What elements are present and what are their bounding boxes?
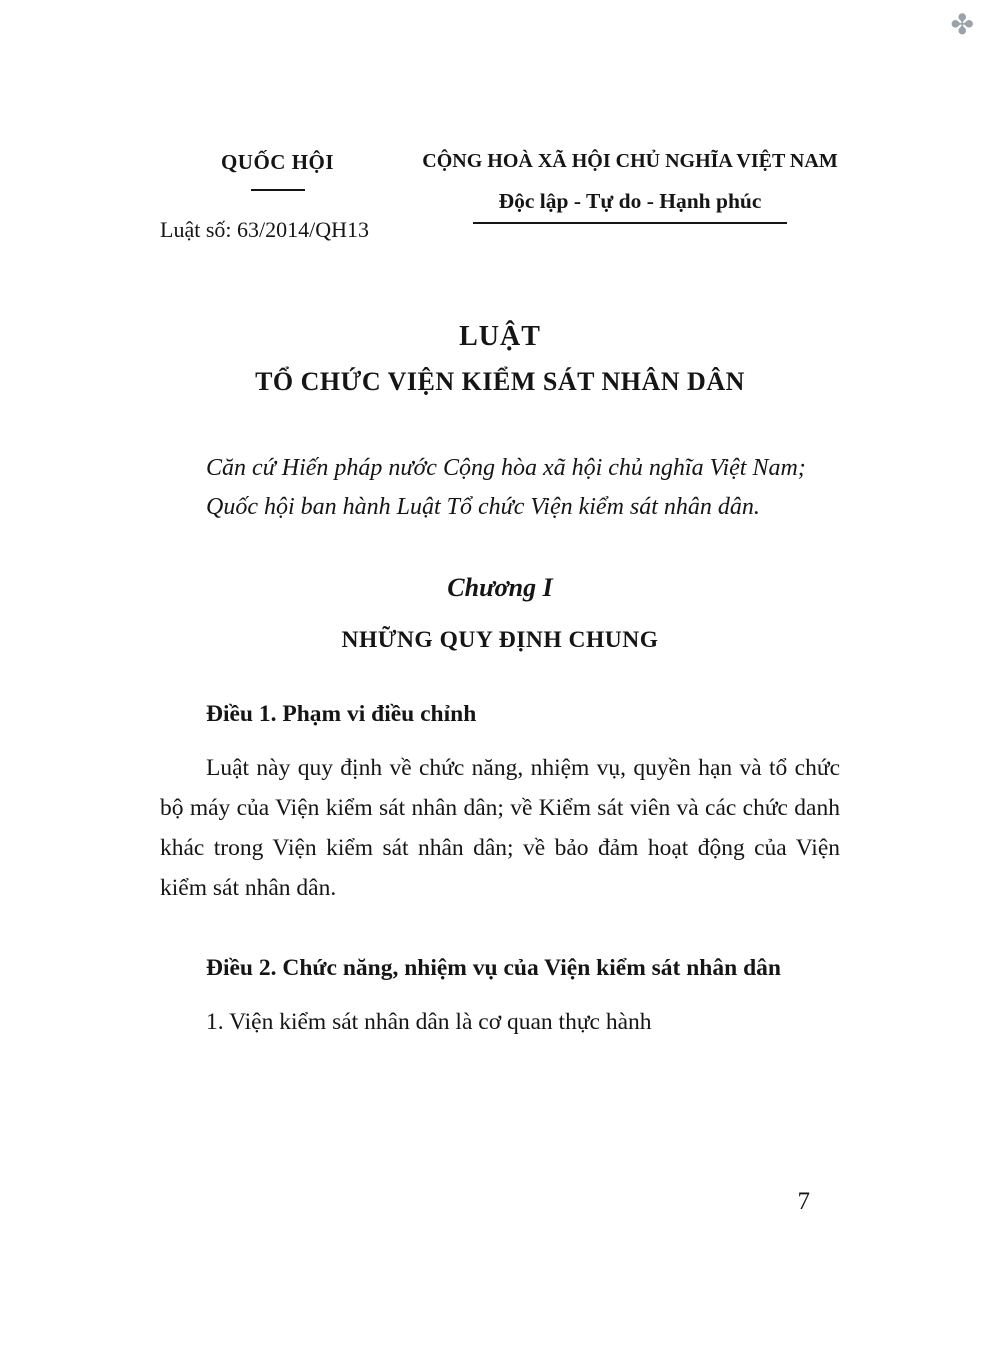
issuing-org-name: QUỐC HỘI [220, 150, 335, 174]
article-1-body: Luật này quy định về chức năng, nhiệm vụ, quyền hạn và tổ chức bộ máy của Viện kiểm sát nhân dân; về Kiểm sát viên và các chức danh khác trong Viện kiểm sát nhân dân; về bảo đảm hoạt động của Viện kiểm sát nhân dân. [160, 755, 840, 901]
preamble-paragraph-2: Quốc hội ban hành Luật Tổ chức Viện kiểm sát nhân dân. [206, 494, 760, 520]
page-content [160, 150, 840, 1042]
org-underline-rule [251, 189, 305, 191]
flower-ornament-icon: ✤ [950, 10, 974, 41]
page-number: 7 [797, 1188, 810, 1215]
national-motto: Độc lập - Tự do - Hạnh phúc [498, 189, 762, 213]
document-header [160, 150, 840, 243]
header-national-motto [420, 150, 840, 224]
document-title-line1: LUẬT [459, 321, 541, 352]
preamble [160, 449, 840, 527]
chapter-title: NHỮNG QUY ĐỊNH CHUNG [341, 627, 659, 653]
document-title-line2: TỔ CHỨC VIỆN KIỂM SÁT NHÂN DÂN [255, 367, 745, 396]
chapter-heading [160, 573, 840, 654]
header-issuing-body [160, 150, 395, 243]
article-1-heading: Điều 1. Phạm vi điều chỉnh [206, 701, 477, 727]
chapter-number: Chương I [447, 573, 553, 602]
article-2-body: 1. Viện kiểm sát nhân dân là cơ quan thực hành [206, 1009, 652, 1035]
motto-underline-rule [473, 222, 787, 224]
country-name: CỘNG HOÀ XÃ HỘI CHỦ NGHĨA VIỆT NAM [422, 150, 838, 172]
document-title [160, 321, 840, 397]
law-number: Luật số: 63/2014/QH13 [160, 217, 369, 242]
preamble-paragraph-1: Căn cứ Hiến pháp nước Cộng hòa xã hội chủ nghĩa Việt Nam; [206, 455, 806, 481]
article-2-heading: Điều 2. Chức năng, nhiệm vụ của Viện kiểm sát nhân dân [206, 955, 781, 981]
